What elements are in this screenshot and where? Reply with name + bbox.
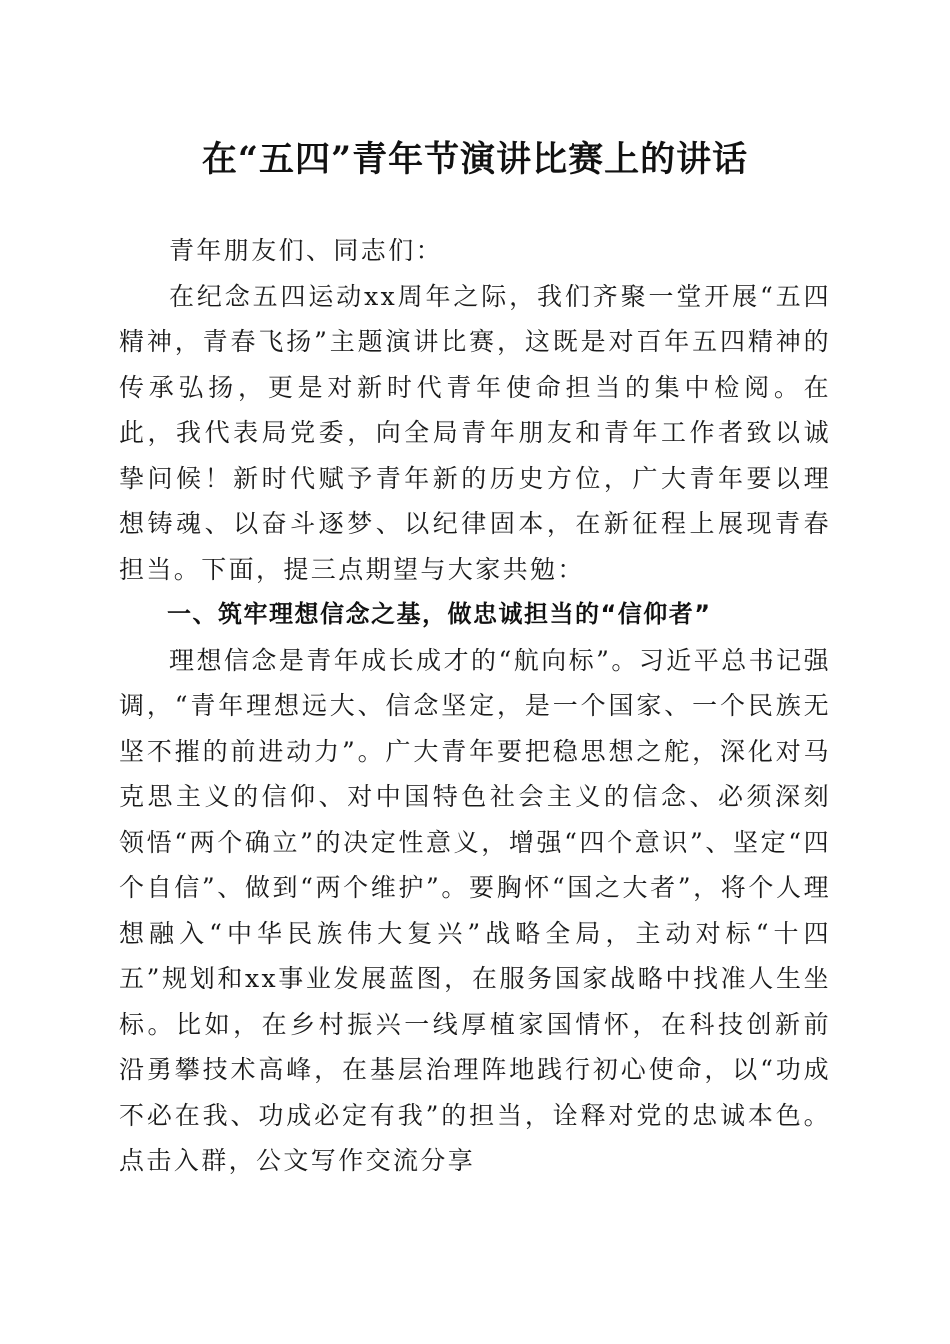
document-title: 在“五四”青年节演讲比赛上的讲话 [201,139,749,180]
document-body [119,228,831,1184]
section-1-heading: 一、筑牢理想信念之基，做忠诚担当的“信仰者” [167,600,712,628]
section-1-paragraph: 理想信念是青年成长成才的“航向标”。习近平总书记强调，“青年理想远大、信念坚定，是一个国家、一个民族无坚不摧的前进动力”。广大青年要把稳思想之舵，深化对马克思主义的信仰、对中国特色社会主义的信念、必须深刻领悟“两个确立”的决定性意义，增强“四个意识”、坚定“四个自信”、做到“两个维护”。要胸怀“国之大者”，将个人理想融入“中华民族伟大复兴”战略全局，主动对标“十四五”规划和xx事业发展蓝图，在服务国家战略中找准人生坐标。比如，在乡村振兴一线厚植家国情怀，在科技创新前沿勇攀技术高峰，在基层治理阵地践行初心使命，以“功成不必在我、功成必定有我”的担当，诠释对党的忠诚本色。点击入群，公文写作交流分享 [119,645,831,1175]
intro-paragraph: 在纪念五四运动xx周年之际，我们齐聚一堂开展“五四精神，青春飞扬”主题演讲比赛，这既是对百年五四精神的传承弘扬，更是对新时代青年使命担当的集中检阅。在此，我代表局党委，向全局青年朋友和青年工作者致以诚挚问候！新时代赋予青年新的历史方位，广大青年要以理想铸魂、以奋斗逐梦、以纪律固本，在新征程上展现青春担当。下面，提三点期望与大家共勉： [119,281,831,584]
greeting-paragraph: 青年朋友们、同志们： [169,236,444,265]
